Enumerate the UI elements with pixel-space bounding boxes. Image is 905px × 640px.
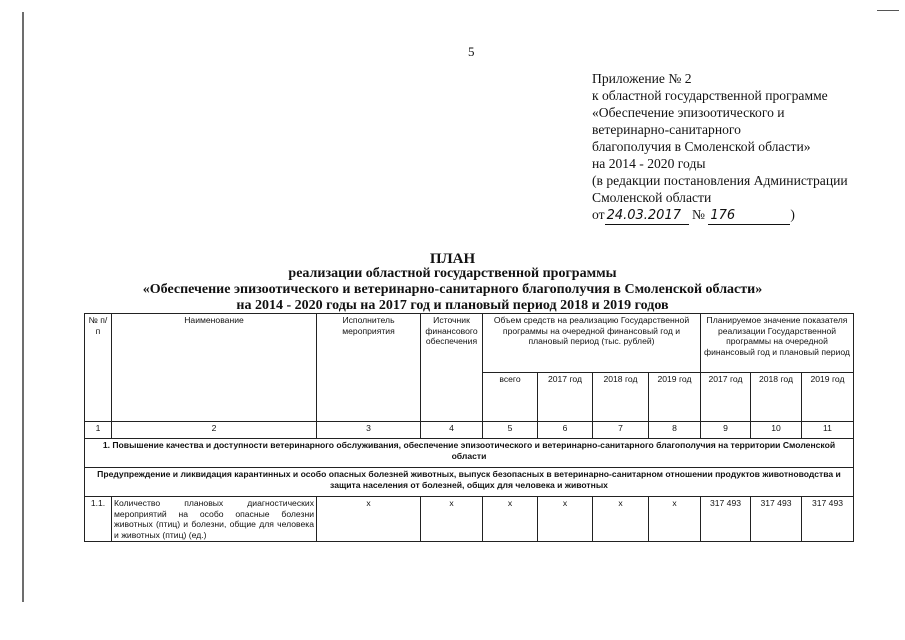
from-label: от [592, 207, 605, 222]
header-2019-planned: 2019 год [802, 373, 854, 422]
appendix-line: «Обеспечение эпизоотического и [592, 105, 785, 120]
handwritten-date: 24.03.2017 [605, 207, 689, 225]
column-number: 5 [483, 422, 538, 439]
column-number: 3 [317, 422, 421, 439]
header-name: Наименование [112, 314, 317, 422]
header-total: всего [483, 373, 538, 422]
row-num: 1.1. [85, 497, 112, 542]
plan-subtitle-3: на 2014 - 2020 годы на 2017 год и плановый период 2018 и 2019 годов [236, 298, 669, 313]
column-number: 1 [85, 422, 112, 439]
section-heading: 1. Повышение качества и доступности ветеринарного обслуживания, обеспечение эпизоотического и ветеринарно-санитарного благополучия на территории Смоленской области [85, 439, 854, 468]
row-2018-funds: х [593, 497, 649, 542]
header-funds: Объем средств на реализацию Государственной программы на очередной финансовый год и плановый период (тыс. рублей) [483, 314, 701, 373]
appendix-line: благополучия в Смоленской области» [592, 139, 811, 154]
number-label: № [691, 207, 705, 222]
column-number: 2 [112, 422, 317, 439]
header-2018-planned: 2018 год [751, 373, 802, 422]
appendix-line: к областной государственной программе [592, 88, 828, 103]
plan-table [84, 313, 854, 542]
appendix-line: на 2014 - 2020 годы [592, 156, 706, 171]
appendix-line: Приложение № 2 [592, 71, 692, 86]
appendix-block [592, 70, 848, 225]
column-number: 8 [649, 422, 701, 439]
column-number: 7 [593, 422, 649, 439]
column-number: 6 [538, 422, 593, 439]
header-2019-funds: 2019 год [649, 373, 701, 422]
row-2017-funds: х [538, 497, 593, 542]
header-2017-planned: 2017 год [701, 373, 751, 422]
header-source: Источник финансового обеспечения [421, 314, 483, 422]
plan-title: ПЛАН [429, 251, 476, 267]
header-2018-funds: 2018 год [593, 373, 649, 422]
appendix-line: ветеринарно-санитарного [592, 122, 741, 137]
appendix-line: Смоленской области [592, 190, 712, 205]
corner-mark [877, 10, 899, 11]
row-2018-planned: 317 493 [751, 497, 802, 542]
row-2017-planned: 317 493 [701, 497, 751, 542]
page-number: 5 [468, 44, 475, 59]
subsection-heading: Предупреждение и ликвидация карантинных и особо опасных болезней животных, выпуск безопасных в ветеринарно-санитарном отношении продуктов животноводства и защита населения от болезней, общих для человека и животных [85, 468, 854, 497]
row-name: Количество плановых диагностических мероприятий на особо опасные болезни животных (птиц) и болезни, общие для человека и животных (птиц) (ед.) [112, 497, 317, 542]
plan-subtitle-2: «Обеспечение эпизоотического и ветеринарно-санитарного благополучия в Смоленской области» [142, 282, 763, 297]
handwritten-number: 176 [708, 207, 790, 225]
close-paren: ) [790, 207, 795, 222]
row-total: х [483, 497, 538, 542]
header-executor: Исполнитель мероприятия [317, 314, 421, 422]
header-num: № п/п [85, 314, 112, 422]
appendix-line: (в редакции постановления Администрации [592, 173, 848, 188]
column-number: 11 [802, 422, 854, 439]
row-source: х [421, 497, 483, 542]
plan-subtitle-1: реализации областной государственной программы [288, 266, 617, 281]
column-number: 10 [751, 422, 802, 439]
row-executor: х [317, 497, 421, 542]
header-planned: Планируемое значение показателя реализации Государственной программы на очередной финансовый год и плановый период [701, 314, 854, 373]
column-number: 9 [701, 422, 751, 439]
row-2019-planned: 317 493 [802, 497, 854, 542]
resolution-reference [592, 206, 848, 225]
row-2019-funds: х [649, 497, 701, 542]
column-number: 4 [421, 422, 483, 439]
header-2017-funds: 2017 год [538, 373, 593, 422]
